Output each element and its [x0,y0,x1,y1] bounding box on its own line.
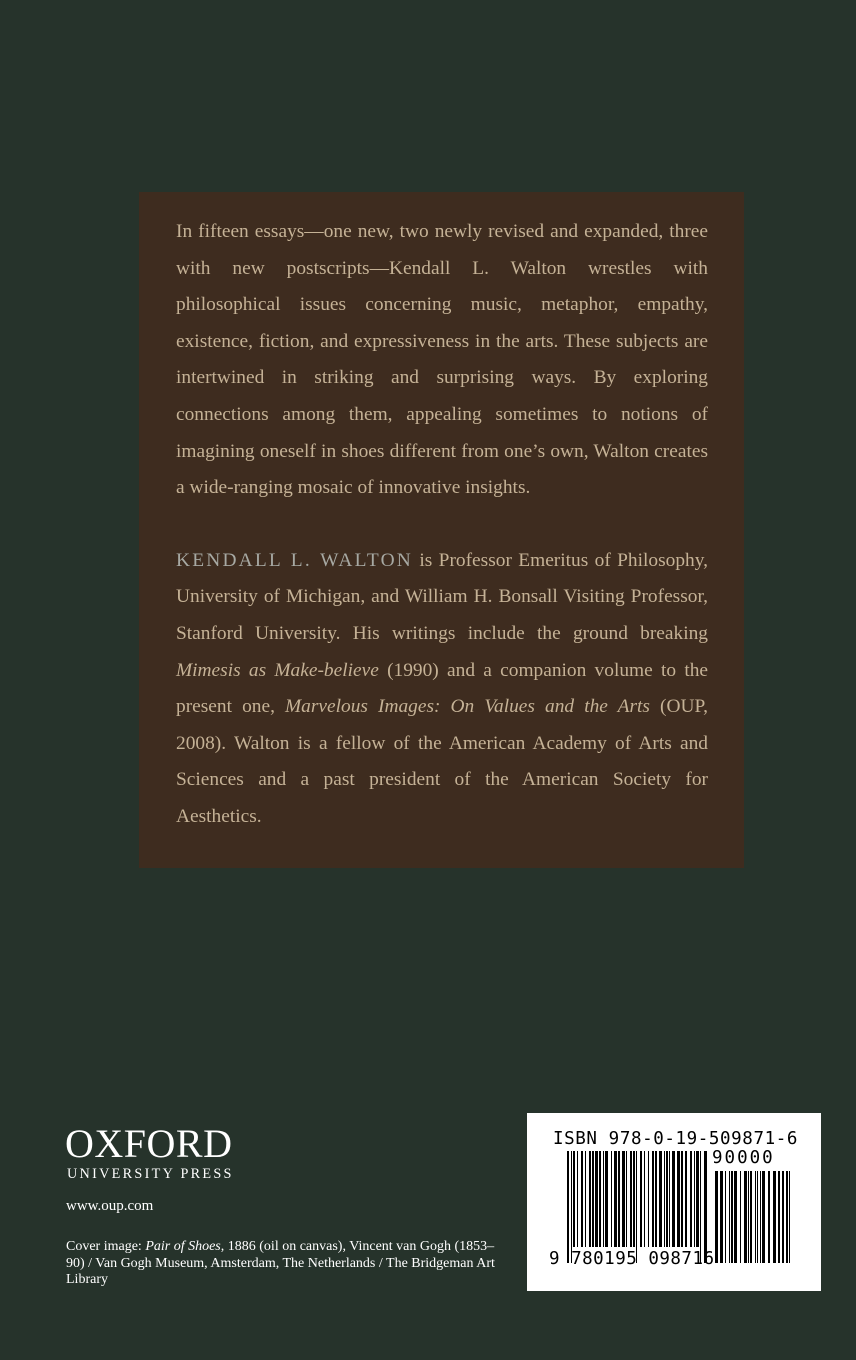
bio-book-title-2: Marvelous Images: On Values and the Arts [285,696,650,718]
barcode-bar [636,1151,637,1263]
barcode-bar [782,1171,784,1263]
publisher-subtitle: UNIVERSITY PRESS [67,1166,234,1182]
barcode-bar [626,1151,627,1247]
barcode-bar [740,1171,741,1263]
ean-bars [567,1151,707,1263]
credit-prefix: Cover image: [66,1239,146,1254]
barcode-bar [577,1151,578,1247]
barcode-bar [700,1151,701,1263]
author-bio [176,543,708,836]
barcode-bar [669,1151,670,1247]
barcode-bar [664,1151,665,1247]
barcode-bar [605,1151,608,1247]
barcode-bar [630,1151,632,1247]
publisher-logo [65,1121,234,1183]
barcode-bar [618,1151,620,1247]
barcode-bar [640,1151,642,1247]
barcode-bar [744,1171,747,1263]
author-name: KENDALL L. WALTON [176,549,414,571]
barcode-bar [734,1171,737,1263]
blurb-paragraph [176,214,708,507]
barcode-bar [585,1151,586,1247]
barcode-bar [652,1151,654,1247]
barcode-bar [681,1151,683,1247]
bio-book-title-1: Mimesis as Make-believe [176,659,379,681]
barcode-bar [773,1171,776,1263]
bio-text-2: (1990) and a companion volume to the present one, [176,659,709,718]
barcode-bar [720,1171,723,1263]
barcode-bar [789,1171,790,1263]
barcode-bar [690,1151,692,1247]
barcode-bar [567,1151,569,1263]
barcode-bar [729,1171,730,1263]
barcode-bar [704,1151,707,1263]
bio-text-1: is Professor Emeritus of Philosophy, University of Michigan, and William H. Bonsall Visiting Professor, Stanford University. His writings include the ground breaking [176,549,709,644]
barcode-bar [599,1151,601,1247]
barcode-bar [655,1151,657,1247]
barcode-bar [755,1171,756,1263]
barcode-bar [614,1151,617,1247]
ean-digits: 9 780195 098716 [549,1249,715,1269]
publisher-name: OXFORD [65,1121,233,1166]
barcode-bar [595,1151,598,1247]
barcode-bar [573,1151,575,1247]
bio-text-3: (OUP, 2008). Walton is a fellow of the American Academy of Arts and Sciences and a past president of the American Society for Aesthetics. [176,696,708,827]
barcode-bar [715,1171,718,1263]
barcode-bar [589,1151,591,1247]
barcode-bar [633,1151,635,1247]
barcode-bar [611,1151,612,1247]
credit-details: , 1886 (oil on canvas), Vincent van Gogh (1853–90) / Van Gogh Museum, Amsterdam, The Netherlands / The Bridgeman Art Library [66,1239,495,1287]
barcode-bar [748,1171,749,1263]
barcode-bar [592,1151,594,1247]
barcode-bar [603,1151,604,1247]
barcode-bar [731,1171,733,1263]
barcode-bar [644,1151,645,1247]
barcode-bar [696,1151,699,1247]
barcode-bar [666,1151,668,1247]
barcode-bar [757,1171,758,1263]
addon-bars [715,1171,790,1263]
barcode-bar [694,1151,695,1247]
publisher-website: www.oup.com [66,1198,154,1214]
barcode-bar [778,1171,780,1263]
barcode-bar [768,1171,770,1263]
barcode-bar [659,1151,662,1247]
barcode-bar [581,1151,583,1247]
barcode-bar [786,1171,788,1263]
barcode-bar [725,1171,726,1263]
barcode-addon-digits: 90000 [712,1148,775,1168]
cover-image-credit [66,1239,506,1289]
isbn-barcode [527,1113,821,1291]
blurb-panel [139,192,744,868]
barcode-bar [622,1151,625,1247]
blurb-text: In fifteen essays—one new, two newly revised and expanded, three with new postscripts—Kendall L. Walton wrestles with philosophical issues concerning music, metaphor, empathy, existence, fiction, and expressiveness in the arts. These subjects are intertwined in striking and surprising ways. By exploring connections among them, appealing sometimes to notions of imagining oneself in shoes different from one’s own, Walton creates a wide-ranging mosaic of innovative insights. [176,221,708,499]
barcode-bar [762,1171,765,1263]
barcode-bar [685,1151,687,1247]
barcode-bar [677,1151,680,1247]
isbn-label: ISBN 978-0-19-509871-6 [553,1129,798,1149]
barcode-bar [672,1151,675,1247]
barcode-bar [760,1171,761,1263]
barcode-bar [750,1171,752,1263]
barcode-bar [571,1151,572,1263]
barcode-bar [648,1151,649,1247]
credit-artwork-title: Pair of Shoes [145,1239,221,1254]
